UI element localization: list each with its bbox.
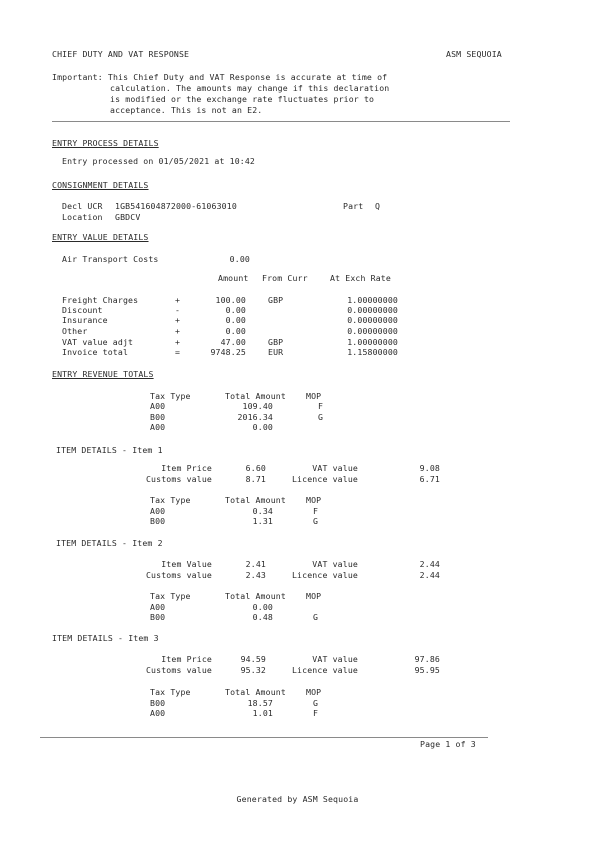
item-1-price-value: 6.60 [245, 463, 266, 473]
item-2-customs-label: Customs value [145, 570, 212, 580]
item-2-value-value: 2.41 [245, 559, 266, 569]
row-sign: - [175, 305, 181, 315]
row-amount: 0.00 [225, 326, 246, 336]
item-1-col-mop: MOP [306, 495, 322, 505]
tax-type: B00 [150, 698, 166, 708]
item-2-vat-value: 2.44 [419, 559, 440, 569]
important-line-4: acceptance. This is not an E2. [110, 105, 263, 115]
row-label: Freight Charges [62, 295, 139, 305]
row-rate: 1.15800000 [347, 347, 398, 357]
item-3-licence-value: 95.95 [414, 665, 440, 675]
row-sign: + [175, 337, 181, 347]
item-3-customs-label: Customs value [145, 665, 212, 675]
row-label: Other [62, 326, 88, 336]
row-rate: 1.00000000 [347, 295, 398, 305]
location-label: Location [62, 212, 103, 222]
row-rate: 0.00000000 [347, 315, 398, 325]
entry-revenue-heading: ENTRY REVENUE TOTALS [52, 369, 154, 379]
tax-mop: G [318, 412, 324, 422]
important-line-2: calculation. The amounts may change if this declaration [110, 83, 390, 93]
part-value: Q [375, 201, 381, 211]
company-name: ASM SEQUOIA [446, 49, 502, 59]
generated-by-footer: Generated by ASM Sequoia [236, 794, 359, 804]
consignment-heading: CONSIGNMENT DETAILS [52, 180, 149, 190]
tax-type: B00 [150, 516, 166, 526]
tax-amount: 0.34 [252, 506, 273, 516]
item-1-licence-value: 6.71 [419, 474, 440, 484]
item-3-col-mop: MOP [306, 687, 322, 697]
row-amount: 9748.25 [210, 347, 246, 357]
item-1-price-label: Item Price [161, 463, 212, 473]
footer-divider [40, 737, 488, 738]
item-1-customs-value: 8.71 [245, 474, 266, 484]
col-mop-header: MOP [306, 391, 322, 401]
row-curr: GBP [268, 337, 284, 347]
tax-type: B00 [150, 412, 166, 422]
row-label: Invoice total [62, 347, 129, 357]
item-3-licence-label: Licence value [291, 665, 358, 675]
tax-amount: 0.00 [252, 422, 273, 432]
air-transport-value: 0.00 [229, 254, 250, 264]
item-2-licence-label: Licence value [291, 570, 358, 580]
tax-mop: G [313, 698, 319, 708]
item-2-col-total-amount: Total Amount [225, 591, 286, 601]
row-sign: + [175, 326, 181, 336]
row-amount: 100.00 [215, 295, 246, 305]
important-line-1: Important: This Chief Duty and VAT Response is accurate at time of [52, 72, 388, 82]
item-3-col-tax-type: Tax Type [150, 687, 191, 697]
item-2-col-tax-type: Tax Type [150, 591, 191, 601]
row-sign: + [175, 295, 181, 305]
row-sign: = [175, 347, 181, 357]
row-label: Discount [62, 305, 103, 315]
item-1-heading: ITEM DETAILS - Item 1 [56, 445, 163, 455]
tax-mop: F [313, 708, 319, 718]
tax-mop: G [313, 516, 319, 526]
item-1-col-tax-type: Tax Type [150, 495, 191, 505]
row-amount: 47.00 [220, 337, 246, 347]
tax-amount: 2016.34 [237, 412, 273, 422]
important-line-3: is modified or the exchange rate fluctuates prior to [110, 94, 375, 104]
row-label: VAT value adjt [62, 337, 134, 347]
tax-amount: 18.57 [247, 698, 273, 708]
item-1-customs-label: Customs value [145, 474, 212, 484]
col-amount-header: Amount [218, 273, 249, 283]
tax-amount: 0.00 [252, 602, 273, 612]
item-3-vat-value: 97.86 [414, 654, 440, 664]
document-title: CHIEF DUTY AND VAT RESPONSE [52, 49, 190, 59]
col-curr-header: From Curr [262, 273, 308, 283]
row-amount: 0.00 [225, 305, 246, 315]
tax-mop: F [313, 506, 319, 516]
entry-value-heading: ENTRY VALUE DETAILS [52, 232, 149, 242]
item-1-vat-value: 9.08 [419, 463, 440, 473]
item-2-heading: ITEM DETAILS - Item 2 [56, 538, 163, 548]
tax-amount: 0.48 [252, 612, 273, 622]
item-2-col-mop: MOP [306, 591, 322, 601]
ucr-value: 1GB541604872000-61063010 [115, 201, 237, 211]
item-2-value-label: Item Value [161, 559, 212, 569]
row-rate: 1.00000000 [347, 337, 398, 347]
tax-mop: G [313, 612, 319, 622]
col-rate-header: At Exch Rate [330, 273, 391, 283]
row-rate: 0.00000000 [347, 326, 398, 336]
item-3-col-total-amount: Total Amount [225, 687, 286, 697]
tax-type: A00 [150, 401, 166, 411]
item-3-vat-label: VAT value [312, 654, 358, 664]
tax-mop: F [318, 401, 324, 411]
item-2-licence-value: 2.44 [419, 570, 440, 580]
row-amount: 0.00 [225, 315, 246, 325]
item-3-price-label: Item Price [161, 654, 212, 664]
entry-processed-text: Entry processed on 01/05/2021 at 10:42 [62, 156, 256, 166]
row-rate: 0.00000000 [347, 305, 398, 315]
item-1-col-total-amount: Total Amount [225, 495, 286, 505]
tax-amount: 1.01 [252, 708, 273, 718]
entry-process-heading: ENTRY PROCESS DETAILS [52, 138, 159, 148]
tax-type: B00 [150, 612, 166, 622]
part-label: Part [343, 201, 364, 211]
row-curr: EUR [268, 347, 284, 357]
item-3-heading: ITEM DETAILS - Item 3 [52, 633, 159, 643]
item-3-price-value: 94.59 [240, 654, 266, 664]
item-3-customs-value: 95.32 [240, 665, 266, 675]
item-1-licence-label: Licence value [291, 474, 358, 484]
tax-type: A00 [150, 422, 166, 432]
item-2-vat-label: VAT value [312, 559, 358, 569]
tax-amount: 109.40 [242, 401, 273, 411]
ucr-label: Decl UCR [62, 201, 103, 211]
header-divider [52, 121, 510, 122]
tax-type: A00 [150, 602, 166, 612]
location-value: GBDCV [115, 212, 141, 222]
col-tax-type-header: Tax Type [150, 391, 191, 401]
tax-amount: 1.31 [252, 516, 273, 526]
col-total-amount-header: Total Amount [225, 391, 286, 401]
air-transport-label: Air Transport Costs [62, 254, 159, 264]
page-number: Page 1 of 3 [420, 739, 476, 749]
tax-type: A00 [150, 506, 166, 516]
item-1-vat-label: VAT value [312, 463, 358, 473]
row-label: Insurance [62, 315, 108, 325]
tax-type: A00 [150, 708, 166, 718]
row-curr: GBP [268, 295, 284, 305]
item-2-customs-value: 2.43 [245, 570, 266, 580]
row-sign: + [175, 315, 181, 325]
